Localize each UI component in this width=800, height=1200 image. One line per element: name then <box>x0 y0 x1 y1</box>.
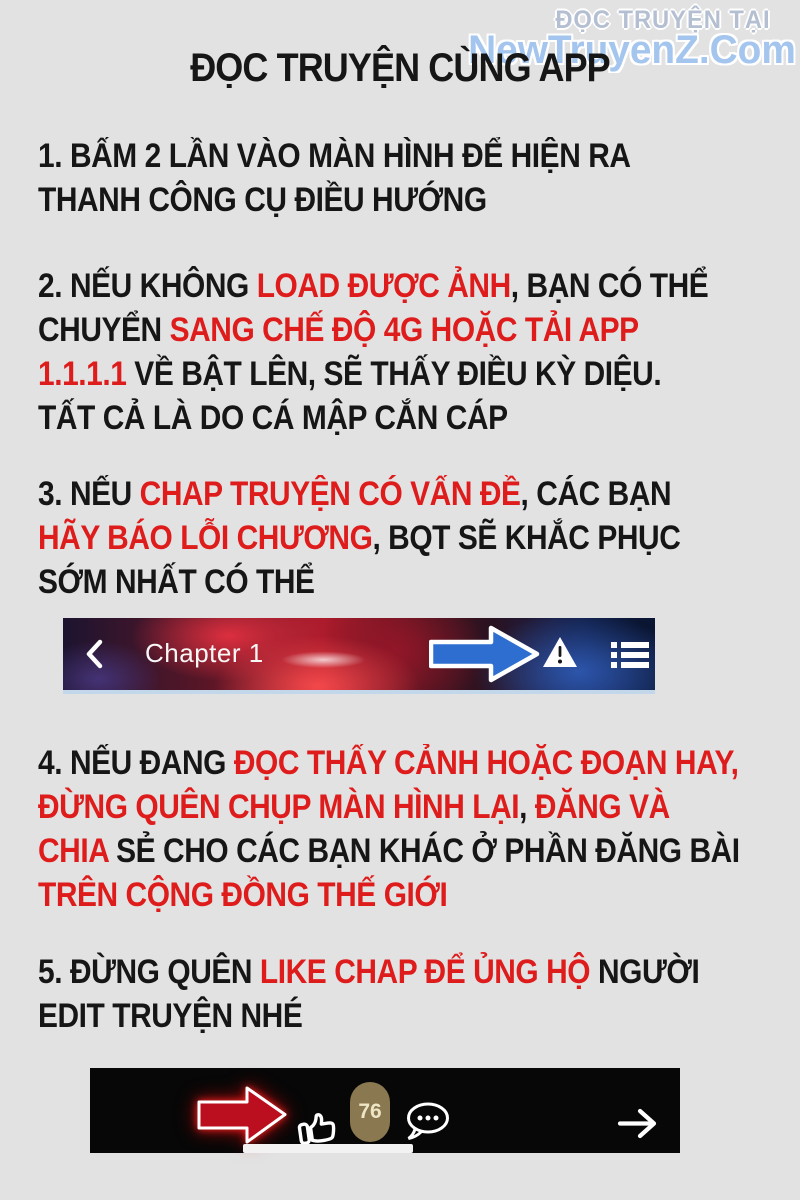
instruction-3 <box>38 472 707 604</box>
progress-strip <box>243 1144 413 1153</box>
list-icon <box>611 656 649 671</box>
instruction-1-line-1: 1. BẤM 2 LẦN VÀO MÀN HÌNH ĐỂ HIỆN RA <box>38 137 631 175</box>
instruction-5-line-2: EDIT TRUYỆN NHÉ <box>38 997 303 1035</box>
instruction-3-line-2: HÃY BÁO LỖI CHƯƠNG, BQT SẼ KHẮC PHỤC <box>38 519 681 557</box>
like-count: 76 <box>358 1100 382 1123</box>
chapter-title: Chapter 1 <box>145 638 264 668</box>
instruction-5 <box>38 950 707 1038</box>
instruction-2-line-4: TẤT CẢ LÀ DO CÁ MẬP CẮN CÁP <box>38 399 508 437</box>
instruction-4-line-2: ĐỪNG QUÊN CHỤP MÀN HÌNH LẠI, ĐĂNG VÀ <box>38 788 670 826</box>
warning-triangle-icon <box>542 657 578 672</box>
chapter-navbar-screenshot <box>63 618 655 694</box>
like-button[interactable] <box>296 1101 344 1145</box>
instruction-4 <box>38 741 740 917</box>
instruction-3-line-3: SỚM NHẤT CÓ THỂ <box>38 563 315 601</box>
page-title: ĐỌC TRUYỆN CÙNG APP <box>190 46 610 90</box>
instruction-2-line-1: 2. NẾU KHÔNG LOAD ĐƯỢC ẢNH, BẠN CÓ THỂ <box>38 267 709 305</box>
pointer-arrow-icon <box>197 1083 289 1147</box>
arrow-right-icon <box>617 1129 659 1144</box>
instruction-2-line-3: 1.1.1.1 VỀ BẬT LÊN, SẼ THẤY ĐIỀU KỲ DIỆU. <box>38 355 662 393</box>
pointer-arrow-icon <box>429 625 541 683</box>
watermark-site-logo: NewTruyenZ.Com <box>468 28 796 72</box>
instruction-4-line-3: CHIA SẺ CHO CÁC BẠN KHÁC Ở PHẦN ĐĂNG BÀI <box>38 832 740 870</box>
instruction-2 <box>38 264 707 440</box>
instruction-1-line-2: THANH CÔNG CỤ ĐIỀU HƯỚNG <box>38 181 487 219</box>
chevron-left-icon <box>85 657 103 672</box>
instruction-2-line-2: CHUYỂN SANG CHẾ ĐỘ 4G HOẶC TẢI APP <box>38 311 639 349</box>
comment-button[interactable] <box>405 1102 450 1144</box>
instruction-4-line-4: TRÊN CỘNG ĐỒNG THẾ GIỚI <box>38 876 448 914</box>
instruction-1 <box>38 134 707 222</box>
instruction-5-line-1: 5. ĐỪNG QUÊN LIKE CHAP ĐỂ ỦNG HỘ NGƯỜI <box>38 953 700 991</box>
back-button[interactable] <box>85 639 103 669</box>
report-error-button[interactable] <box>542 636 578 669</box>
next-chapter-button[interactable] <box>617 1106 659 1141</box>
instruction-3-line-1: 3. NẾU CHAP TRUYỆN CÓ VẤN ĐỀ, CÁC BẠN <box>38 475 672 513</box>
chapter-list-button[interactable] <box>611 642 649 668</box>
instruction-4-line-1: 4. NẾU ĐANG ĐỌC THẤY CẢNH HOẶC ĐOẠN HAY, <box>38 744 739 782</box>
like-count-badge <box>350 1082 390 1142</box>
action-bar-screenshot <box>90 1068 680 1153</box>
watermark-tagline: ĐỌC TRUYỆN TẠI <box>554 6 770 34</box>
